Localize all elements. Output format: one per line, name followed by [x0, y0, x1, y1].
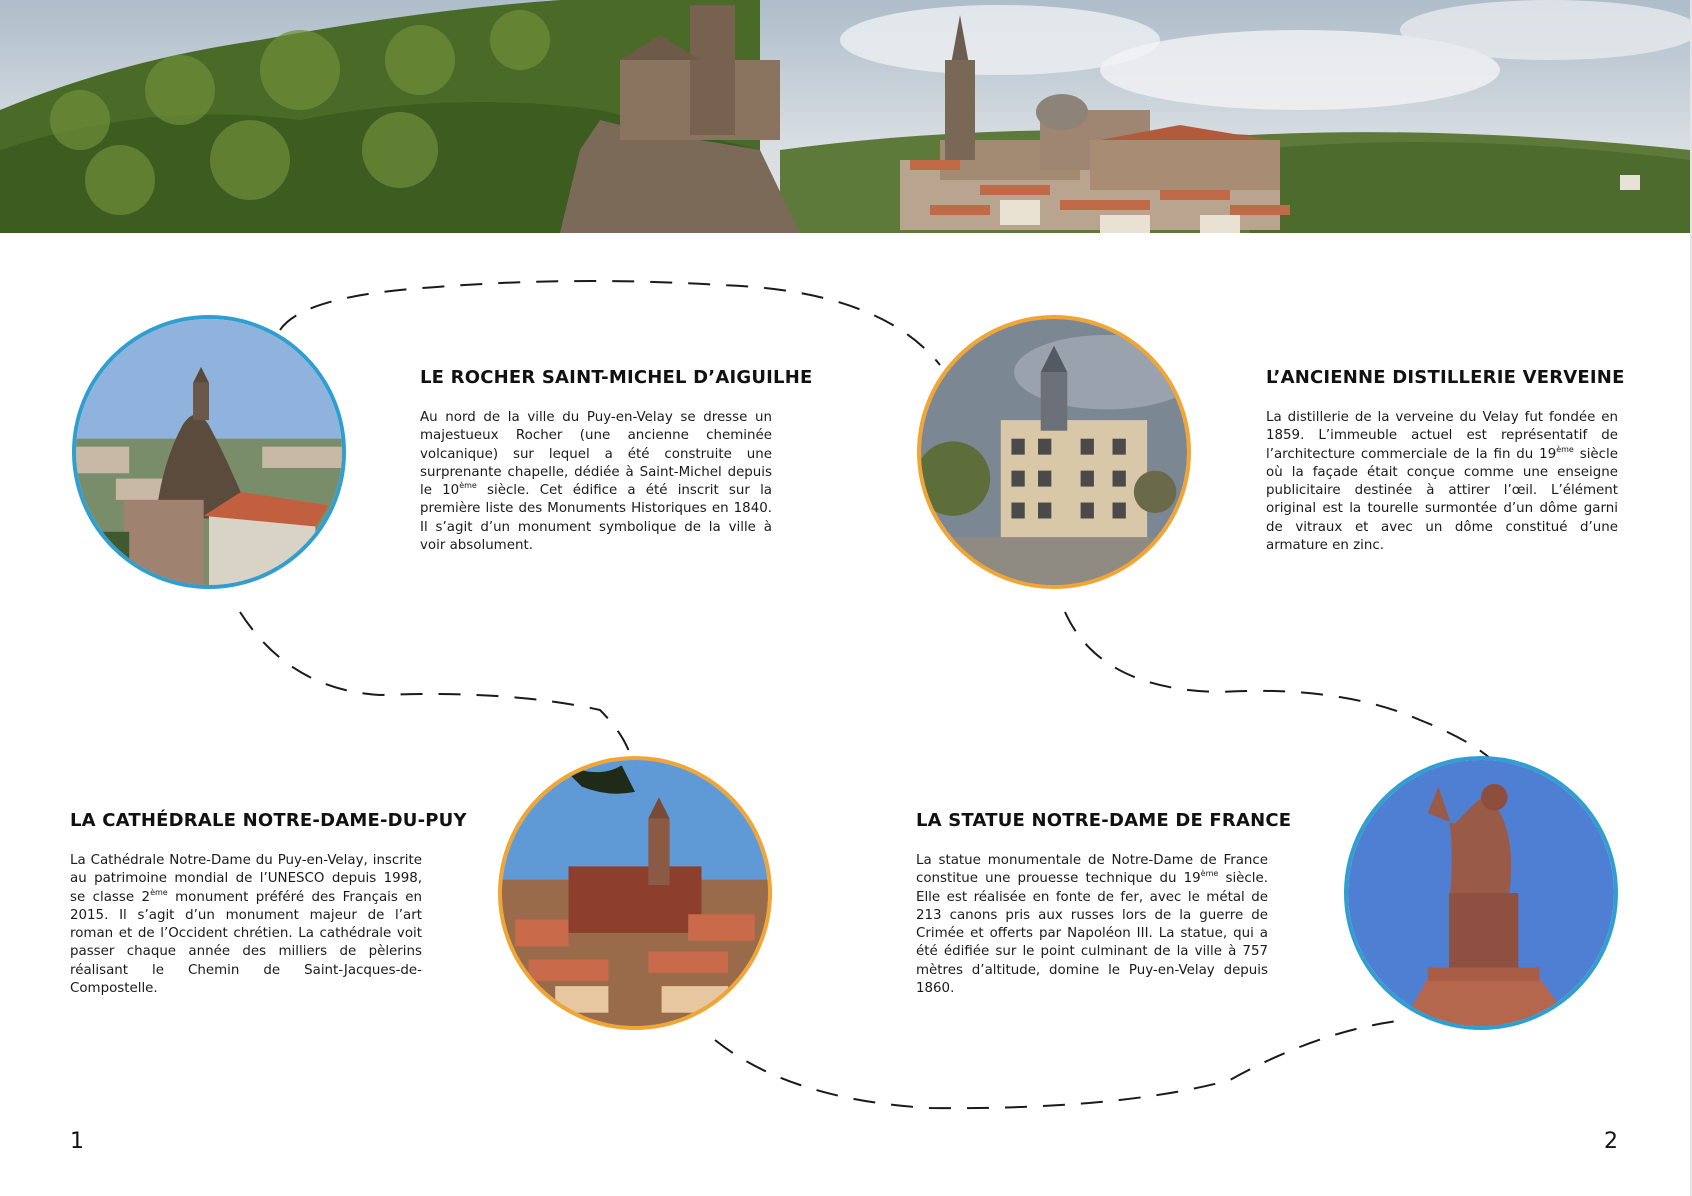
cathedrale-photo [498, 756, 772, 1030]
section-body: La distillerie de la verveine du Velay fut fondée en 1859. L’immeuble actuel est représentatif de l’architecture commerciale de la fin du 19ème siècle où la façade était conçue comme une enseigne publicitaire destinée à attirer l’œil. L’élément original est la tourelle surmontée d’un dôme garni de vitraux et avec un dôme constitué d’une armature en zinc. [1266, 410, 1618, 554]
section-rocher [420, 367, 813, 555]
section-distillerie [1266, 367, 1625, 555]
section-statue [916, 810, 1292, 998]
page-number-right: 2 [1604, 1129, 1618, 1154]
section-body: La statue monumentale de Notre-Dame de France constitue une prouesse technique du 19ème siècle. Elle est réalisée en fonte de fer, avec le métal de 213 canons pris aux russes lors de la guerre de Crimée et offerts par Napoléon III. La statue, qui a été édifiée sur le point culminant de la ville à 757 mètres d’altitude, domine le Puy-en-Velay depuis 1860. [916, 853, 1268, 997]
section-title: LA CATHÉDRALE NOTRE-DAME-DU-PUY [70, 810, 467, 831]
section-title: L’ANCIENNE DISTILLERIE VERVEINE [1266, 367, 1625, 388]
rocher-photo [72, 315, 346, 589]
section-body: Au nord de la ville du Puy-en-Velay se dresse un majestueux Rocher (une ancienne cheminée volcanique) sur lequel a été construite une surprenante chapelle, dédiée à Saint-Michel depuis le 10ème siècle. Cet édifice a été inscrit sur la première liste des Monuments Historiques en 1840. Il s’agit d’un monument symbolique de la ville à voir absolument. [420, 410, 772, 554]
distillerie-photo [917, 315, 1191, 589]
page-number-left: 1 [70, 1129, 84, 1154]
section-cathedrale [70, 810, 467, 998]
section-body: La Cathédrale Notre-Dame du Puy-en-Velay, inscrite au patrimoine mondial de l’UNESCO depuis 1998, se classe 2ème monument préféré des Français en 2015. Il s’agit d’un monument majeur de l’art roman et de l’Occident chrétien. La cathédrale voit passer chaque année des milliers de pèlerins réalisant le Chemin de Saint-Jacques-de-Compostelle. [70, 853, 423, 997]
section-title: LA STATUE NOTRE-DAME DE FRANCE [916, 810, 1292, 831]
section-title: LE ROCHER SAINT-MICHEL D’AIGUILHE [420, 367, 813, 388]
statue-photo [1344, 756, 1618, 1030]
